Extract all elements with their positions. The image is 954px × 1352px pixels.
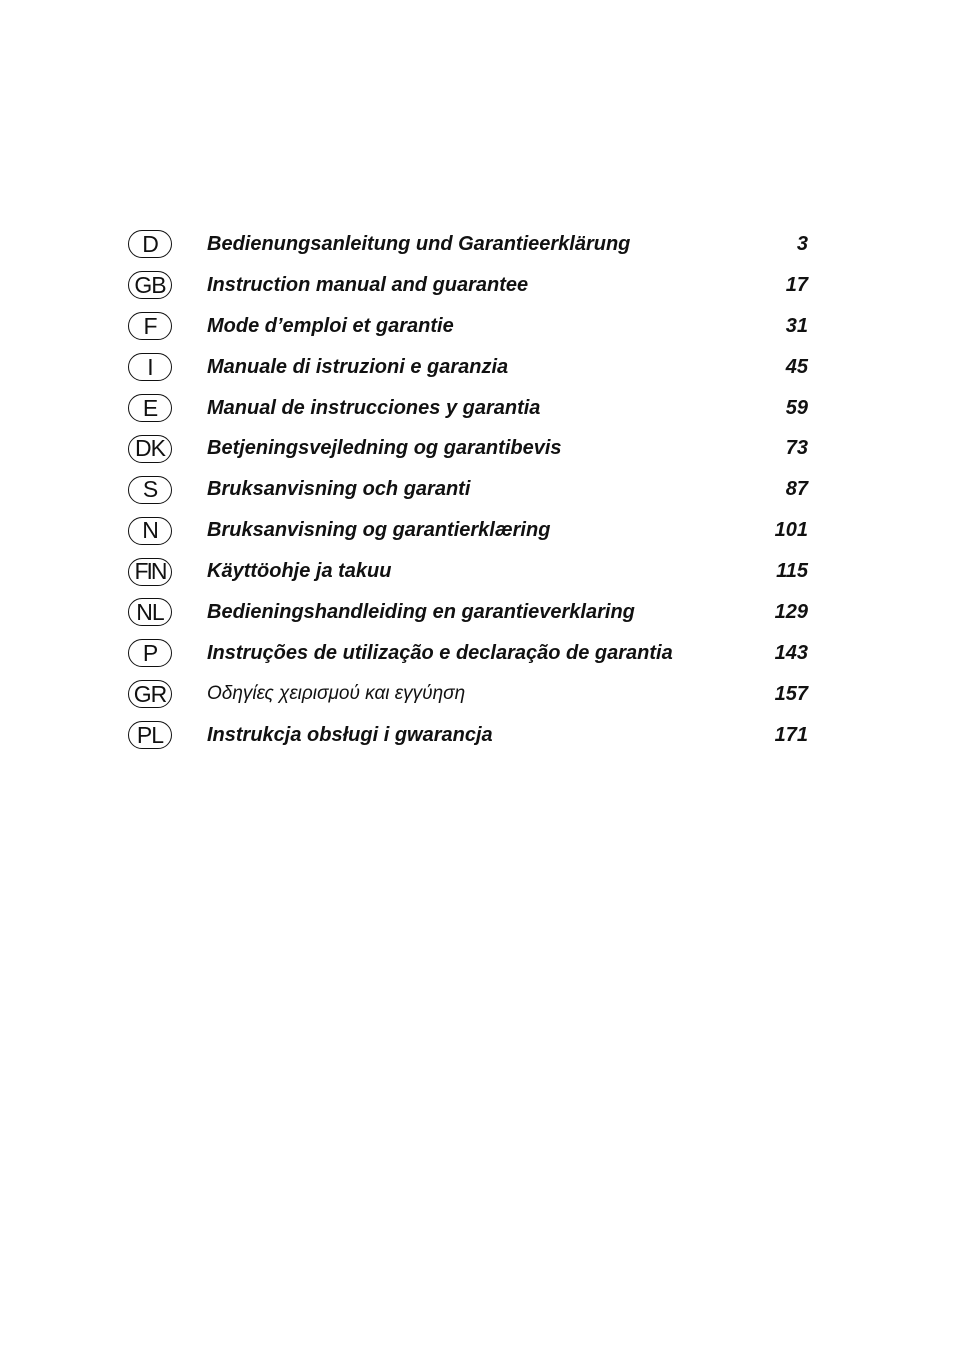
toc-title: Instruções de utilização e declaração de garantia <box>207 641 673 664</box>
toc-title: Manuale di istruzioni e garanzia <box>207 355 509 378</box>
toc-row-e[interactable] <box>128 388 818 429</box>
toc-page-number: 171 <box>774 723 808 746</box>
toc-page-number: 59 <box>785 396 808 419</box>
toc-title: Betjeningsvejledning og garantibevis <box>207 437 562 460</box>
language-badge: DK <box>128 435 172 463</box>
toc-row-fin[interactable] <box>128 551 818 592</box>
toc-page-number: 157 <box>774 682 808 705</box>
language-badge: GB <box>128 271 172 299</box>
table-of-contents <box>128 224 818 756</box>
language-badge: S <box>128 476 172 504</box>
toc-row-nl[interactable] <box>128 592 818 633</box>
language-badge: N <box>128 517 172 545</box>
toc-row-d[interactable] <box>128 224 818 265</box>
toc-page-number: 73 <box>785 437 808 460</box>
toc-row-s[interactable] <box>128 469 818 510</box>
language-badge: I <box>128 353 172 381</box>
language-badge: GR <box>128 680 172 708</box>
toc-title: Instrukcja obsługi i gwarancja <box>207 723 493 746</box>
toc-page-number: 45 <box>785 355 808 378</box>
toc-page-number: 115 <box>776 560 808 583</box>
toc-title: Bruksanvisning og garantierklæring <box>207 519 551 542</box>
language-badge: D <box>128 230 172 258</box>
toc-row-gb[interactable] <box>128 265 818 306</box>
language-badge: F <box>128 312 172 340</box>
toc-title: Bedieningshandleiding en garantieverklaring <box>207 600 635 623</box>
language-badge: PL <box>128 721 172 749</box>
language-badge: NL <box>128 598 172 626</box>
toc-title: Instruction manual and guarantee <box>207 273 529 296</box>
toc-page-number: 101 <box>774 519 808 542</box>
toc-row-n[interactable] <box>128 510 818 551</box>
toc-page-number: 87 <box>785 478 808 501</box>
toc-row-f[interactable] <box>128 306 818 347</box>
toc-row-p[interactable] <box>128 633 818 674</box>
toc-page-number: 3 <box>796 232 808 255</box>
toc-page-number: 129 <box>774 600 808 623</box>
toc-row-dk[interactable] <box>128 428 818 469</box>
toc-page-number: 143 <box>774 641 808 664</box>
toc-page-number: 17 <box>785 273 808 296</box>
language-badge: P <box>128 639 172 667</box>
toc-page-number: 31 <box>785 314 808 337</box>
toc-title: Οδηγίες χειρισμού και εγγύηση <box>207 683 466 705</box>
toc-title: Käyttöohje ja takuu <box>207 560 392 583</box>
toc-title: Manual de instrucciones y garantia <box>207 396 541 419</box>
toc-title: Bedienungsanleitung und Garantieerklärung <box>207 232 631 255</box>
language-badge: E <box>128 394 172 422</box>
language-badge: FIN <box>128 558 172 586</box>
toc-row-gr[interactable] <box>128 674 818 715</box>
toc-row-pl[interactable] <box>128 715 818 756</box>
toc-title: Mode d’emploi et garantie <box>207 314 454 337</box>
toc-title: Bruksanvisning och garanti <box>207 478 471 501</box>
toc-row-i[interactable] <box>128 347 818 388</box>
